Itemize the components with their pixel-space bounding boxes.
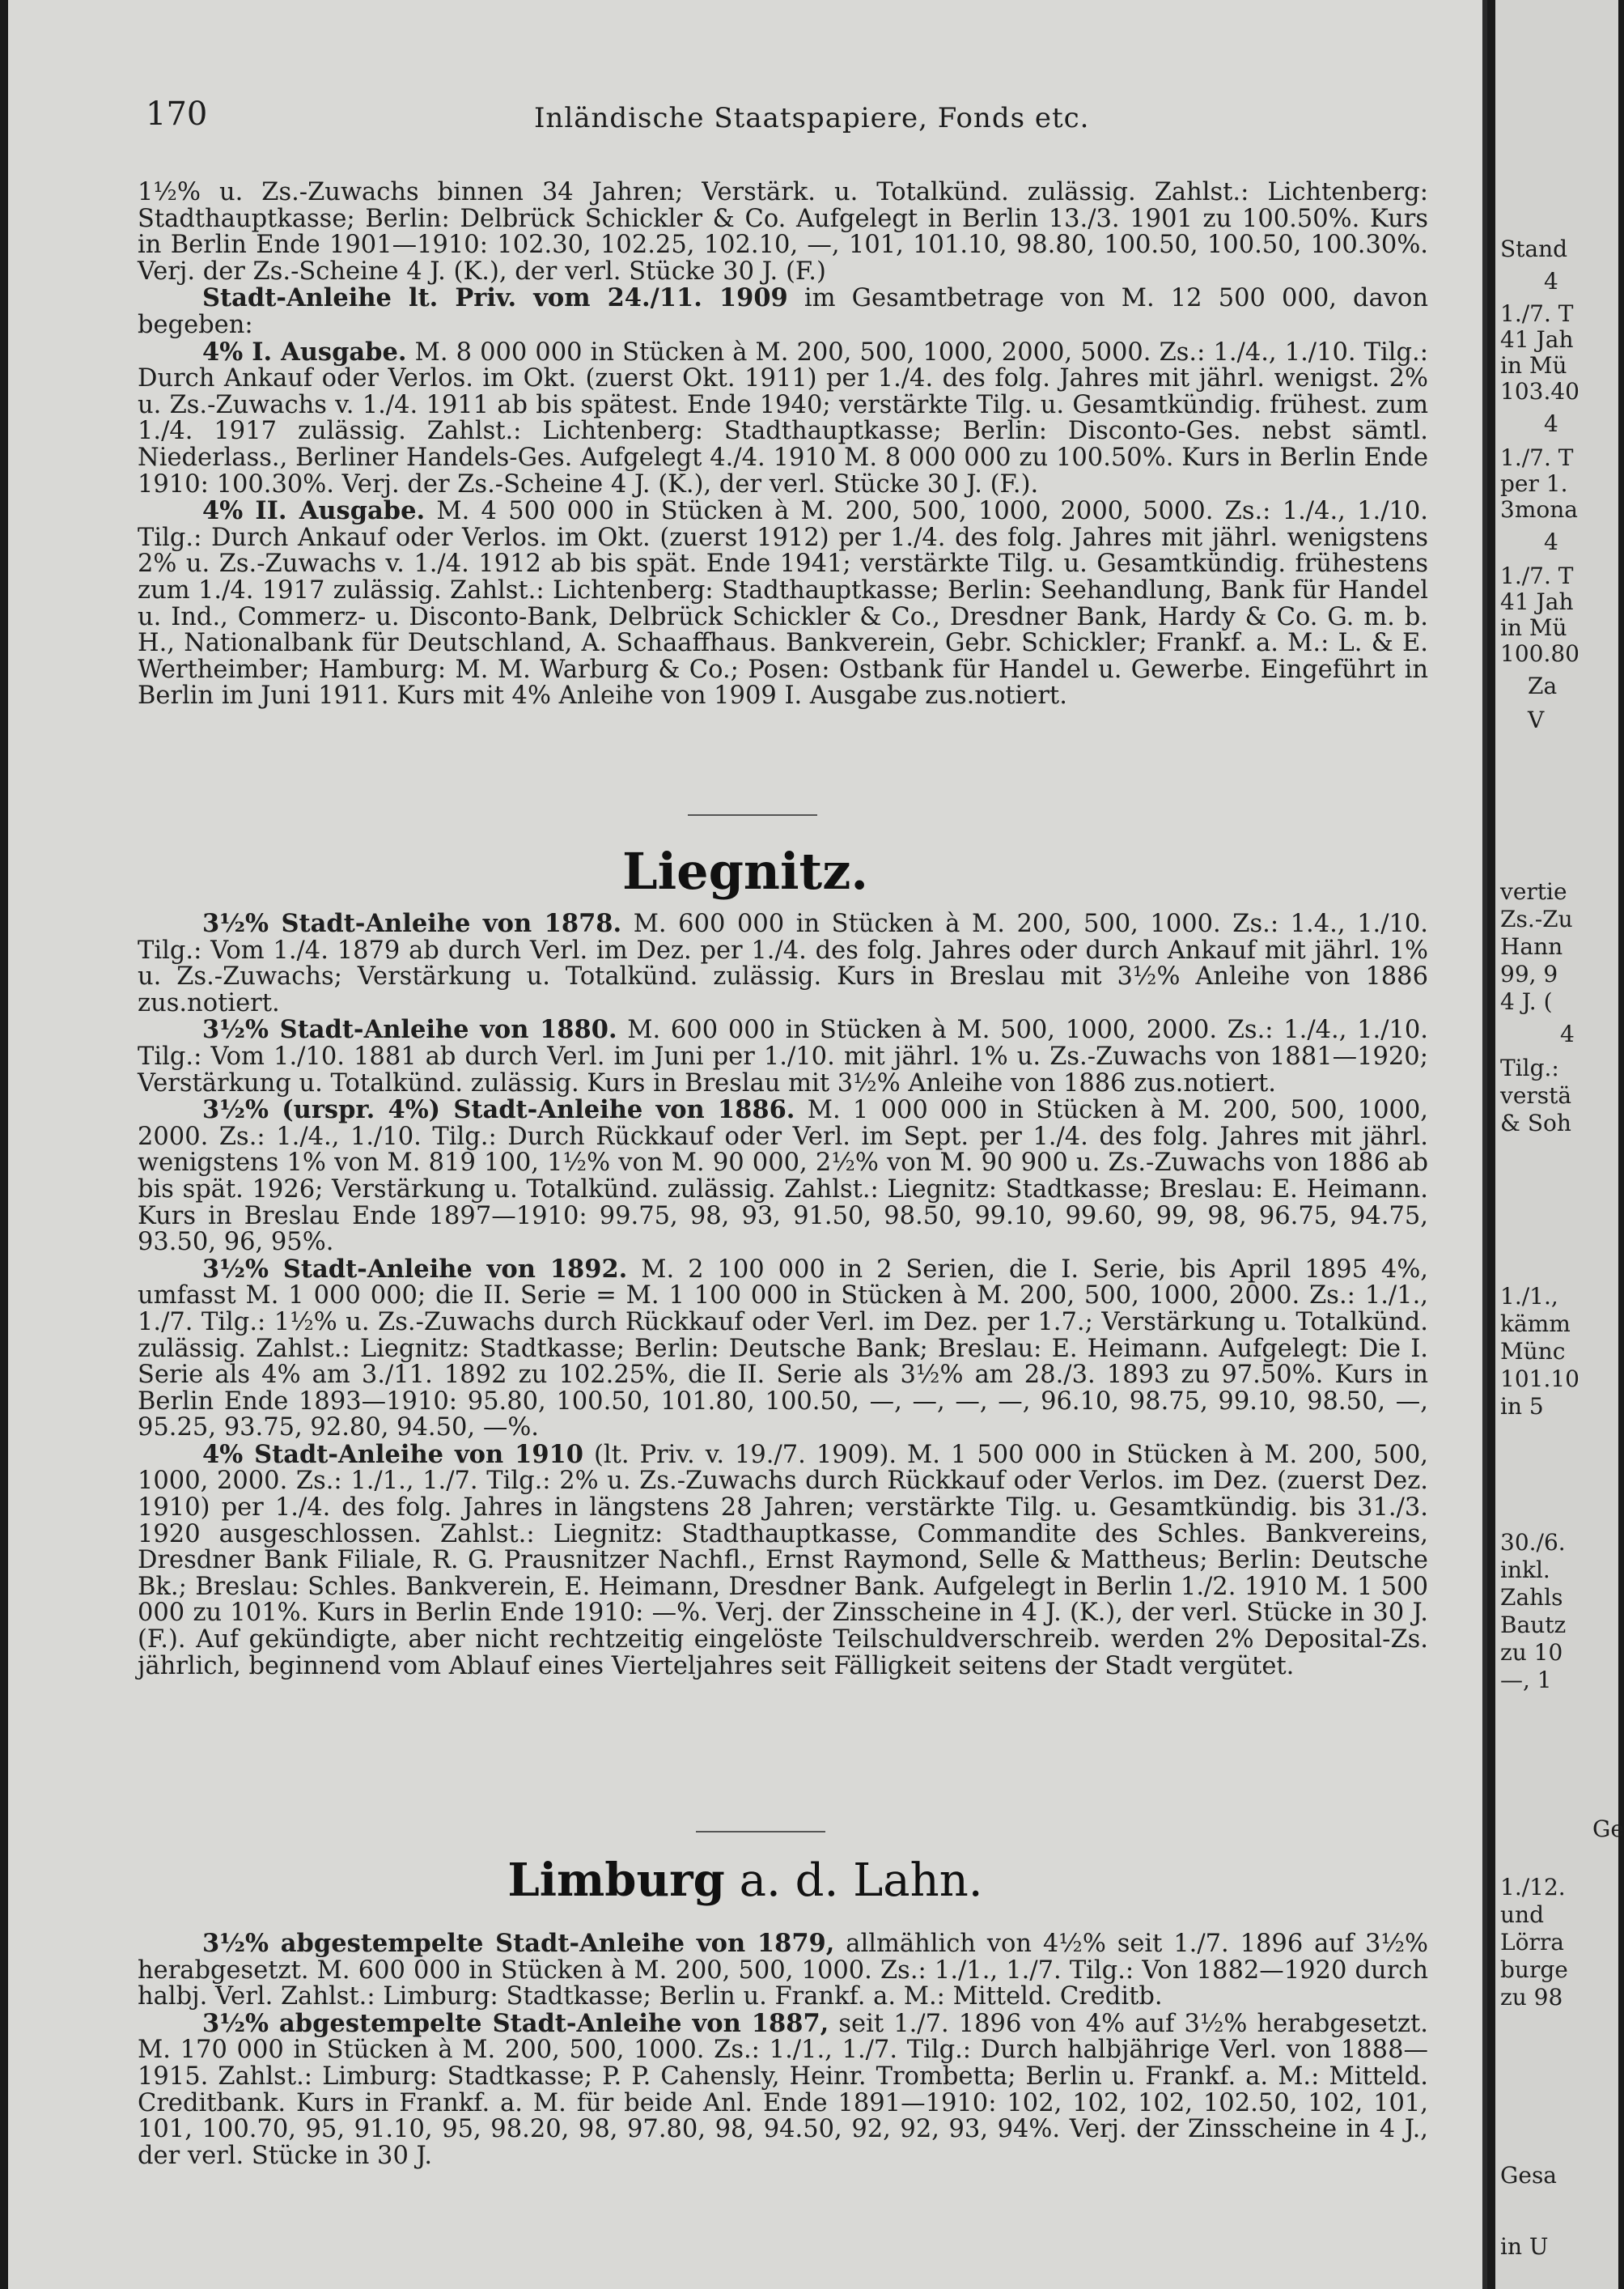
page-fragment: —, 1 [1500,1667,1552,1693]
page-fragment: 4 [1544,529,1558,555]
page [8,0,1487,2289]
page-fragment: Gesa [1500,2162,1557,2189]
page-fragment: per 1. [1500,470,1568,497]
paragraph: 3½% abgestempelte Stadt-Anleihe von 1887, seit 1./7. 1896 von 4% auf 3½% herabgesetzt. M. 170 000 in Stücken à M. 200, 500, 1000. Zs.: 1./1., 1./7. Tilg.: Durch halbjährige Verl. von 1888—1915. Zahlst.: Limburg: Stadtkasse; P. P. Cahensly, Heinr. Trombetta; Berlin u. Frankf. a. M.: Mitteld. Creditbank. Kurs in Frankf. a. M. für beide Anl. Ende 1891—1910: 102, 102, 102, 102.50, 102, 101, 101, 100.70, 95, 91.10, 95, 98.20, 98, 97.80, 98, 94.50, 92, 92, 93, 94%. Verj. der Zinsscheine in 4 J., der verl. Stücke in 30 J. [138,2008,1429,2170]
running-title: Inländische Staatspapiere, Fonds etc. [534,102,1090,134]
issue-heading: 3½% Stadt-Anleihe von 1880. [202,1015,617,1045]
page-fragment: 100.80 [1500,640,1579,667]
page-fragment: 1./1., [1500,1283,1558,1310]
page-fragment: 1./7. T [1500,563,1574,589]
issue-heading: 3½% Stadt-Anleihe von 1892. [202,1254,628,1284]
page-fragment: burge [1500,1956,1568,1983]
page-fragment: und [1500,1901,1544,1928]
issue-heading: 3½% Stadt-Anleihe von 1878. [202,909,622,938]
issue-heading: 3½% (urspr. 4%) Stadt-Anleihe von 1886. [202,1095,795,1125]
page-fragment: Lörra [1500,1929,1564,1956]
section-title-limburg: Limburg a. d. Lahn. [507,1854,983,1907]
issue-heading: 4% Stadt-Anleihe von 1910 [202,1439,583,1469]
page-fragment: 99, 9 [1500,961,1558,987]
paragraph: Stadt-Anleihe lt. Priv. vom 24./11. 1909 im Gesamtbetrage von M. 12 500 000, davon begeben: [138,283,1429,339]
page-fragment: 41 Jah [1500,326,1574,353]
paragraph: 3½% (urspr. 4%) Stadt-Anleihe von 1886. M. 1 000 000 in Stücken à M. 200, 500, 1000, 2000. Zs.: 1./4., 1./10. Tilg.: Durch Rückkauf oder Verl. im Sept. per 1./4. des folg. Jahres mit jährl. wenigstens 1% von M. 819 100, 1½% von M. 90 000, 2½% von M. 90 900 u. Zs.-Zuwachs von 1886 ab bis spät. 1926; Verstärkung u. Totalkünd. zulässig. Zahlst.: Liegnitz: Stadtkasse; Breslau: E. Heimann. Kurs in Breslau Ende 1897—1910: 99.75, 98, 93, 91.50, 98.50, 99.10, 99.60, 99, 98, 96.75, 94.75, 93.50, 96, 95%. [138,1095,1428,1257]
page-fragment: Münc [1500,1338,1566,1365]
page-fragment: V [1528,707,1545,733]
page-fragment: 4 [1544,268,1558,295]
page-fragment: Tilg.: [1500,1055,1559,1081]
issue-heading: 4% I. Ausgabe. [202,337,407,367]
lichtenberg-continuation [138,180,1428,710]
page-fragment: Bautz [1500,1612,1567,1638]
page-fragment: 1./12. [1500,1874,1566,1900]
page-fragment: 41 Jah [1500,588,1574,615]
page-fragment: vertie [1500,878,1567,905]
paragraph: 4% Stadt-Anleihe von 1910 (lt. Priv. v. 19./7. 1909). M. 1 500 000 in Stücken à M. 200, 500, 1000, 2000. Zs.: 1./1., 1./7. Tilg.: 2% u. Zs.-Zuwachs durch Rückkauf oder Verlos. im Dez. (zuerst Dez. 1910) per 1./4. des folg. Jahres in längstens 28 Jahren; verstärkte Tilg. u. Gesamtkündig. bis 31./3. 1920 ausgeschlossen. Zahlst.: Liegnitz: Stadthauptkasse, Commandite des Schles. Bankvereins, Dresdner Bank Filiale, R. G. Prausnitzer Nachfl., Ernst Raymond, Selle & Mattheus; Berlin: Deutsche Bk.; Breslau: Schles. Bankverein, E. Heimann, Dresdner Bank. Aufgelegt in Berlin 1./2. 1910 M. 1 500 000 zu 101%. Kurs in Berlin Ende 1910: —%. Verj. der Zinsscheine in 4 J. (K.), der verl. Stücke in 30 J. (F.). Auf gekündigte, aber nicht rechtzeitig eingelöste Teilschuldverschreib. werden 2% Deposital-Zs. jährlich, beginnend vom Ablauf eines Vierteljahres seit Fälligkeit seitens der Stadt vergütet. [138,1439,1428,1680]
page-fragment: Ge [1592,1815,1624,1842]
page-fragment: in Mü [1500,614,1567,641]
page-fragment: inkl. [1500,1556,1550,1583]
page-fragment: in U [1500,2233,1549,2260]
page-fragment: 101.10 [1500,1365,1579,1392]
paragraph: 3½% abgestempelte Stadt-Anleihe von 1879, allmählich von 4½% seit 1./7. 1896 auf 3½% herabgesetzt. M. 600 000 in Stücken à M. 200, 500, 1000. Zs.: 1./1., 1./7. Tilg.: Von 1882—1920 durch halbj. Verl. Zahlst.: Limburg: Stadtkasse; Berlin u. Frankf. a. M.: Mitteld. Creditb. [138,1929,1429,2011]
separator-rule [688,814,817,816]
page-fragment: 30./6. [1500,1529,1566,1556]
page-fragment: & Soh [1500,1110,1571,1136]
paragraph: 3½% Stadt-Anleihe von 1880. M. 600 000 in Stücken à M. 500, 1000, 2000. Zs.: 1./4., 1./10. Tilg.: Vom 1./10. 1881 ab durch Verl. im Juni per 1./10. mit jährl. 1% u. Zs.-Zuwachs von 1881—1920; Verstärkung u. Totalkünd. zulässig. Kurs in Breslau mit 3½% Anleihe von 1886 zus.notiert. [138,1015,1428,1098]
page-fragment: 1./7. T [1500,444,1574,471]
page-fragment: in Mü [1500,352,1567,379]
issue-heading: 4% II. Ausgabe. [202,496,426,526]
paragraph: 4% I. Ausgabe. M. 8 000 000 in Stücken à M. 200, 500, 1000, 2000, 5000. Zs.: 1./4., 1./10. Tilg.: Durch Ankauf oder Verlos. im Okt. (zuerst Okt. 1911) per 1./4. des folg. Jahres mit jährl. wenigst. 2% u. Zs.-Zuwachs v. 1./4. 1911 ab bis spätest. Ende 1940; verstärkte Tilg. u. Gesamtkündig. frühest. zum 1./4. 1917 zulässig. Zahlst.: Lichtenberg: Stadthauptkasse; Berlin: Disconto-Ges. nebst sämtl. Niederlass., Berliner Handels-Ges. Aufgelegt 4./4. 1910 M. 8 000 000 zu 100.50%. Kurs in Berlin Ende 1910: 100.30%. Verj. der Zs.-Scheine 4 J. (K.), der verl. Stücke 30 J. (F.). [138,337,1428,499]
page-fragment: kämm [1500,1310,1571,1337]
limburg-section [138,1930,1428,2169]
page-fragment: 4 [1544,410,1558,437]
issue-heading: Stadt-Anleihe lt. Priv. vom 24./11. 1909 [202,283,788,313]
page-fragment: Hann [1500,933,1563,960]
page-fragment: Za [1528,673,1558,699]
page-fragment: Zahls [1500,1584,1563,1611]
page-header [138,96,1432,144]
page-number: 170 [146,96,208,133]
page-fragment: verstä [1500,1082,1572,1109]
page-fragment: Zs.-Zu [1500,906,1573,932]
page-fragment: zu 10 [1500,1639,1563,1666]
page-fragment: 1./7. T [1500,300,1574,327]
paragraph: 4% II. Ausgabe. M. 4 500 000 in Stücken à M. 200, 500, 1000, 2000, 5000. Zs.: 1./4., 1./10. Tilg.: Durch Ankauf oder Verlos. im Okt. (zuerst 1912) per 1./4. des folg. Jahres mit jährl. wenigstens 2% u. Zs.-Zuwachs v. 1./4. 1912 ab bis spät. Ende 1941; verstärkte Tilg. u. Gesamtkündig. frühestens zum 1./4. 1917 zulässig. Zahlst.: Lichtenberg: Stadthauptkasse; Berlin: Seehandlung, Bank für Handel u. Ind., Commerz- u. Disconto-Bank, Delbrück Schickler & Co., Dresdner Bank, Hardy & Co. G. m. b. H., Nationalbank für Deutschland, A. Schaaffhaus. Bankverein, Gebr. Schickler; Frankf. a. M.: L. & E. Wertheimber; Hamburg: M. M. Warburg & Co.; Posen: Ostbank für Handel u. Gewerbe. Eingeführt in Berlin im Juni 1911. Kurs mit 4% Anleihe von 1909 I. Ausgabe zus.notiert. [138,496,1428,711]
page-fragment: 3mona [1500,496,1578,523]
paragraph: 3½% Stadt-Anleihe von 1892. M. 2 100 000 in 2 Serien, die I. Serie, bis April 1895 4%, umfasst M. 1 000 000; die II. Serie = M. 1 100 000 in Stücken à M. 200, 500, 1000, 2000. Zs.: 1./1., 1./7. Tilg.: 1½% u. Zs.-Zuwachs durch Rückkauf oder Verl. im Dez. per 1.7.; Verstärkung u. Totalkünd. zulässig. Zahlst.: Liegnitz: Stadtkasse; Berlin: Deutsche Bank; Breslau: E. Heimann. Aufgelegt: Die I. Serie als 4% am 3./11. 1892 zu 102.25%, die II. Serie als 3½% am 28./3. 1893 zu 97.50%. Kurs in Berlin Ende 1893—1910: 95.80, 100.50, 101.80, 100.50, —, —, —, —, 96.10, 98.75, 99.10, 98.50, —, 95.25, 93.75, 92.80, 94.50, —%. [138,1254,1428,1442]
page-fragment: 4 [1560,1021,1575,1047]
page-fragment: 103.40 [1500,378,1579,405]
issue-heading: 3½% abgestempelte Stadt-Anleihe von 1879, [202,1929,835,1958]
adjacent-page-edge [1495,0,1624,2289]
page-fragment: 4 J. ( [1500,988,1553,1015]
paragraph: 3½% Stadt-Anleihe von 1878. M. 600 000 in Stücken à M. 200, 500, 1000. Zs.: 1.4., 1./10. Tilg.: Vom 1./4. 1879 ab durch Verl. im Dez. per 1./4. des folg. Jahres oder durch Ankauf mit jährl. 1% u. Zs.-Zuwachs; Verstärkung u. Totalkünd. zulässig. Kurs in Breslau mit 3½% Anleihe von 1886 zus.notiert. [138,909,1428,1017]
liegnitz-section [138,911,1428,1680]
separator-rule [696,1831,825,1832]
paragraph: 1½% u. Zs.-Zuwachs binnen 34 Jahren; Verstärk. u. Totalkünd. zulässig. Zahlst.: Lichtenberg: Stadthauptkasse; Berlin: Delbrück Schickler & Co. Aufgelegt in Berlin 13./3. 1901 zu 100.50%. Kurs in Berlin Ende 1901—1910: 102.30, 102.25, 102.10, —, 101, 101.10, 98.80, 100.50, 100.50, 100.30%. Verj. der Zs.-Scheine 4 J. (K.), der verl. Stücke 30 J. (F.) [138,178,1428,286]
page-fragment: in 5 [1500,1393,1544,1420]
issue-heading: 3½% abgestempelte Stadt-Anleihe von 1887, [202,2008,829,2038]
page-fragment: zu 98 [1500,1984,1563,2011]
page-fragment: Stand [1500,236,1568,262]
section-title-liegnitz: Liegnitz. [621,842,868,901]
